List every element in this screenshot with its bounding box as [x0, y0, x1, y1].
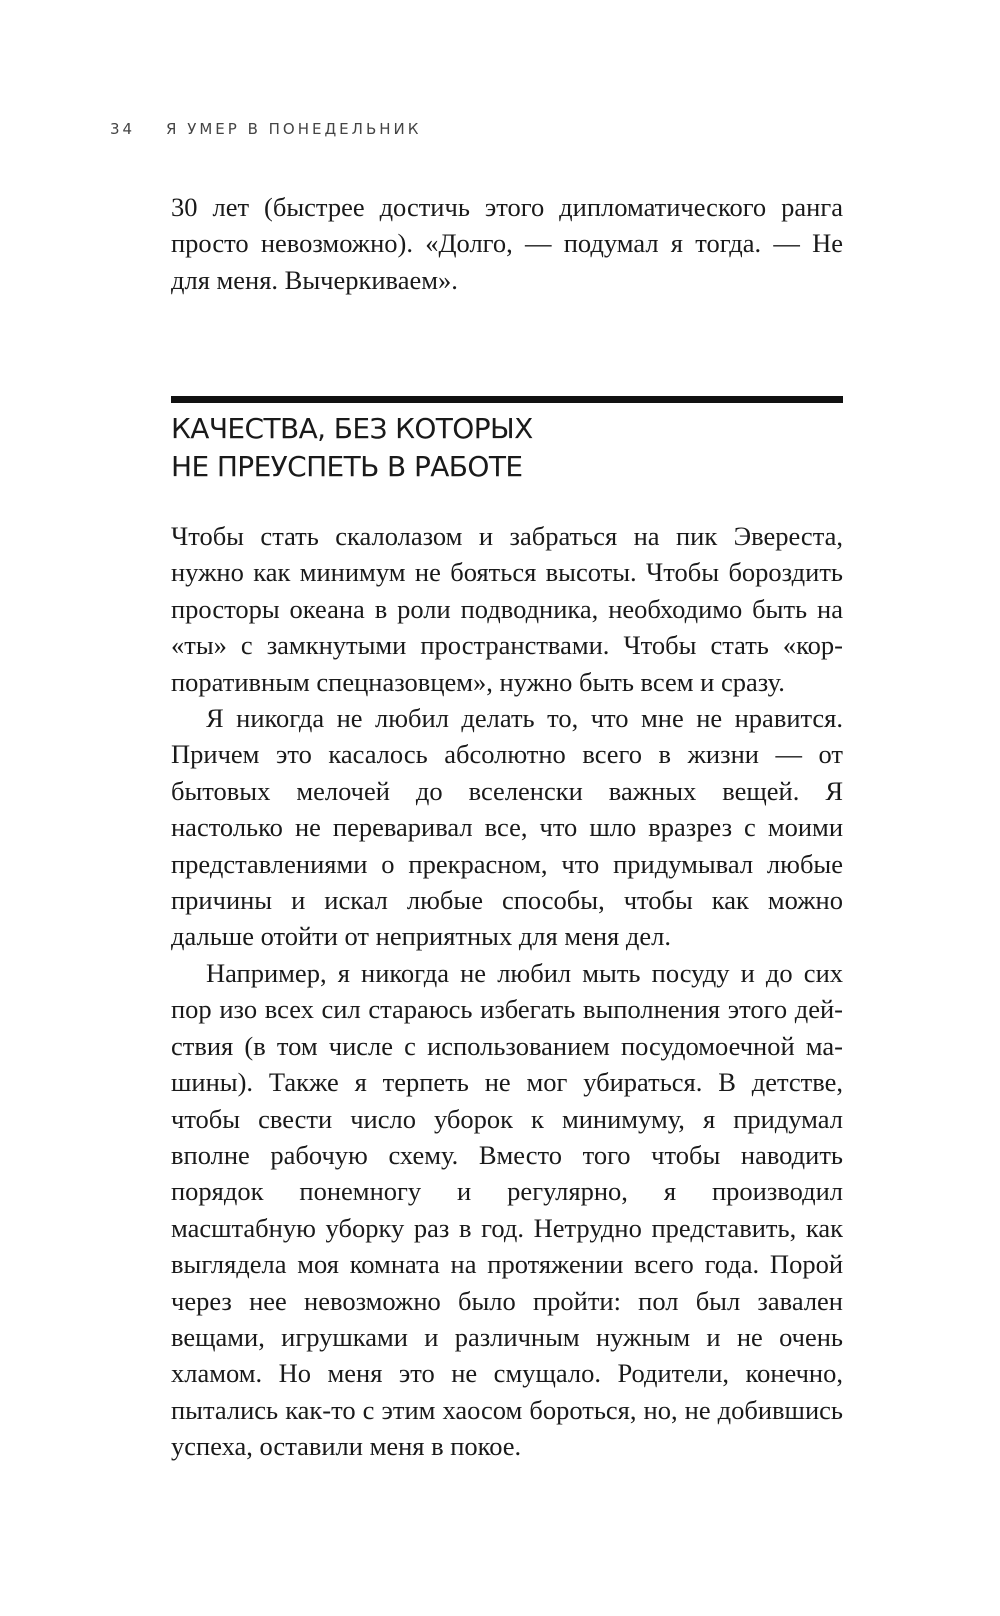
book-title: Я УМЕР В ПОНЕДЕЛЬНИК: [166, 120, 422, 138]
paragraph: Например, я никогда не любил мыть посуду и до сих пор изо всех сил стараюсь избегать выполнения этого действия (в том числе с использованием посудомоечной машины). Также я терпеть не мог убираться. В детстве, чтобы свести число уборок к минимуму, я придумал вполне рабочую схему. Вместо того чтобы наводить порядок понемногу и регулярно, я производил масштабную уборку раз в год. Нетрудно представить, как выглядела моя комната на протяжении всего года. Порой через нее невозможно было пройти: пол был завален вещами, игрушками и различным нужным и не очень хламом. Но меня это не смущало. Родители, конечно, пытались как-то с этим хаосом бороться, но, не добившись успеха, оставили меня в покое.: [171, 957, 843, 1462]
running-header: [110, 120, 421, 138]
paragraph: Чтобы стать скалолазом и забраться на пик Эвереста, нужно как минимум не бояться высоты. Чтобы бороздить просторы океана в роли подводника, необходимо быть на «ты» с замкнутыми пространствами. Чтобы стать «корпоративным спецназовцем», нужно быть всем и сразу.: [171, 521, 843, 697]
section-title-line: КАЧЕСТВА, БЕЗ КОТОРЫХ: [171, 412, 533, 445]
intro-text-block: [171, 189, 843, 298]
section-title: [171, 410, 843, 486]
intro-paragraph: 30 лет (быстрее достичь этого дипломатического ранга просто невозможно). «Долго, — подумал я тогда. — Не для меня. Вычеркиваем».: [171, 192, 843, 295]
paragraph: Я никогда не любил делать то, что мне не нравится. Причем это касалось абсолютно всего в жизни — от бытовых мелочей до вселенски важных вещей. Я настолько не переваривал все, что шло вразрез с моими представлениями о прекрасном, что придумывал любые причины и искал любые способы, чтобы как можно дальше отойти от неприятных для меня дел.: [171, 703, 843, 952]
section-title-line: НЕ ПРЕУСПЕТЬ В РАБОТЕ: [171, 450, 523, 483]
page-number: 34: [110, 120, 136, 138]
section-divider: [171, 396, 843, 403]
section-body: [171, 518, 843, 1465]
